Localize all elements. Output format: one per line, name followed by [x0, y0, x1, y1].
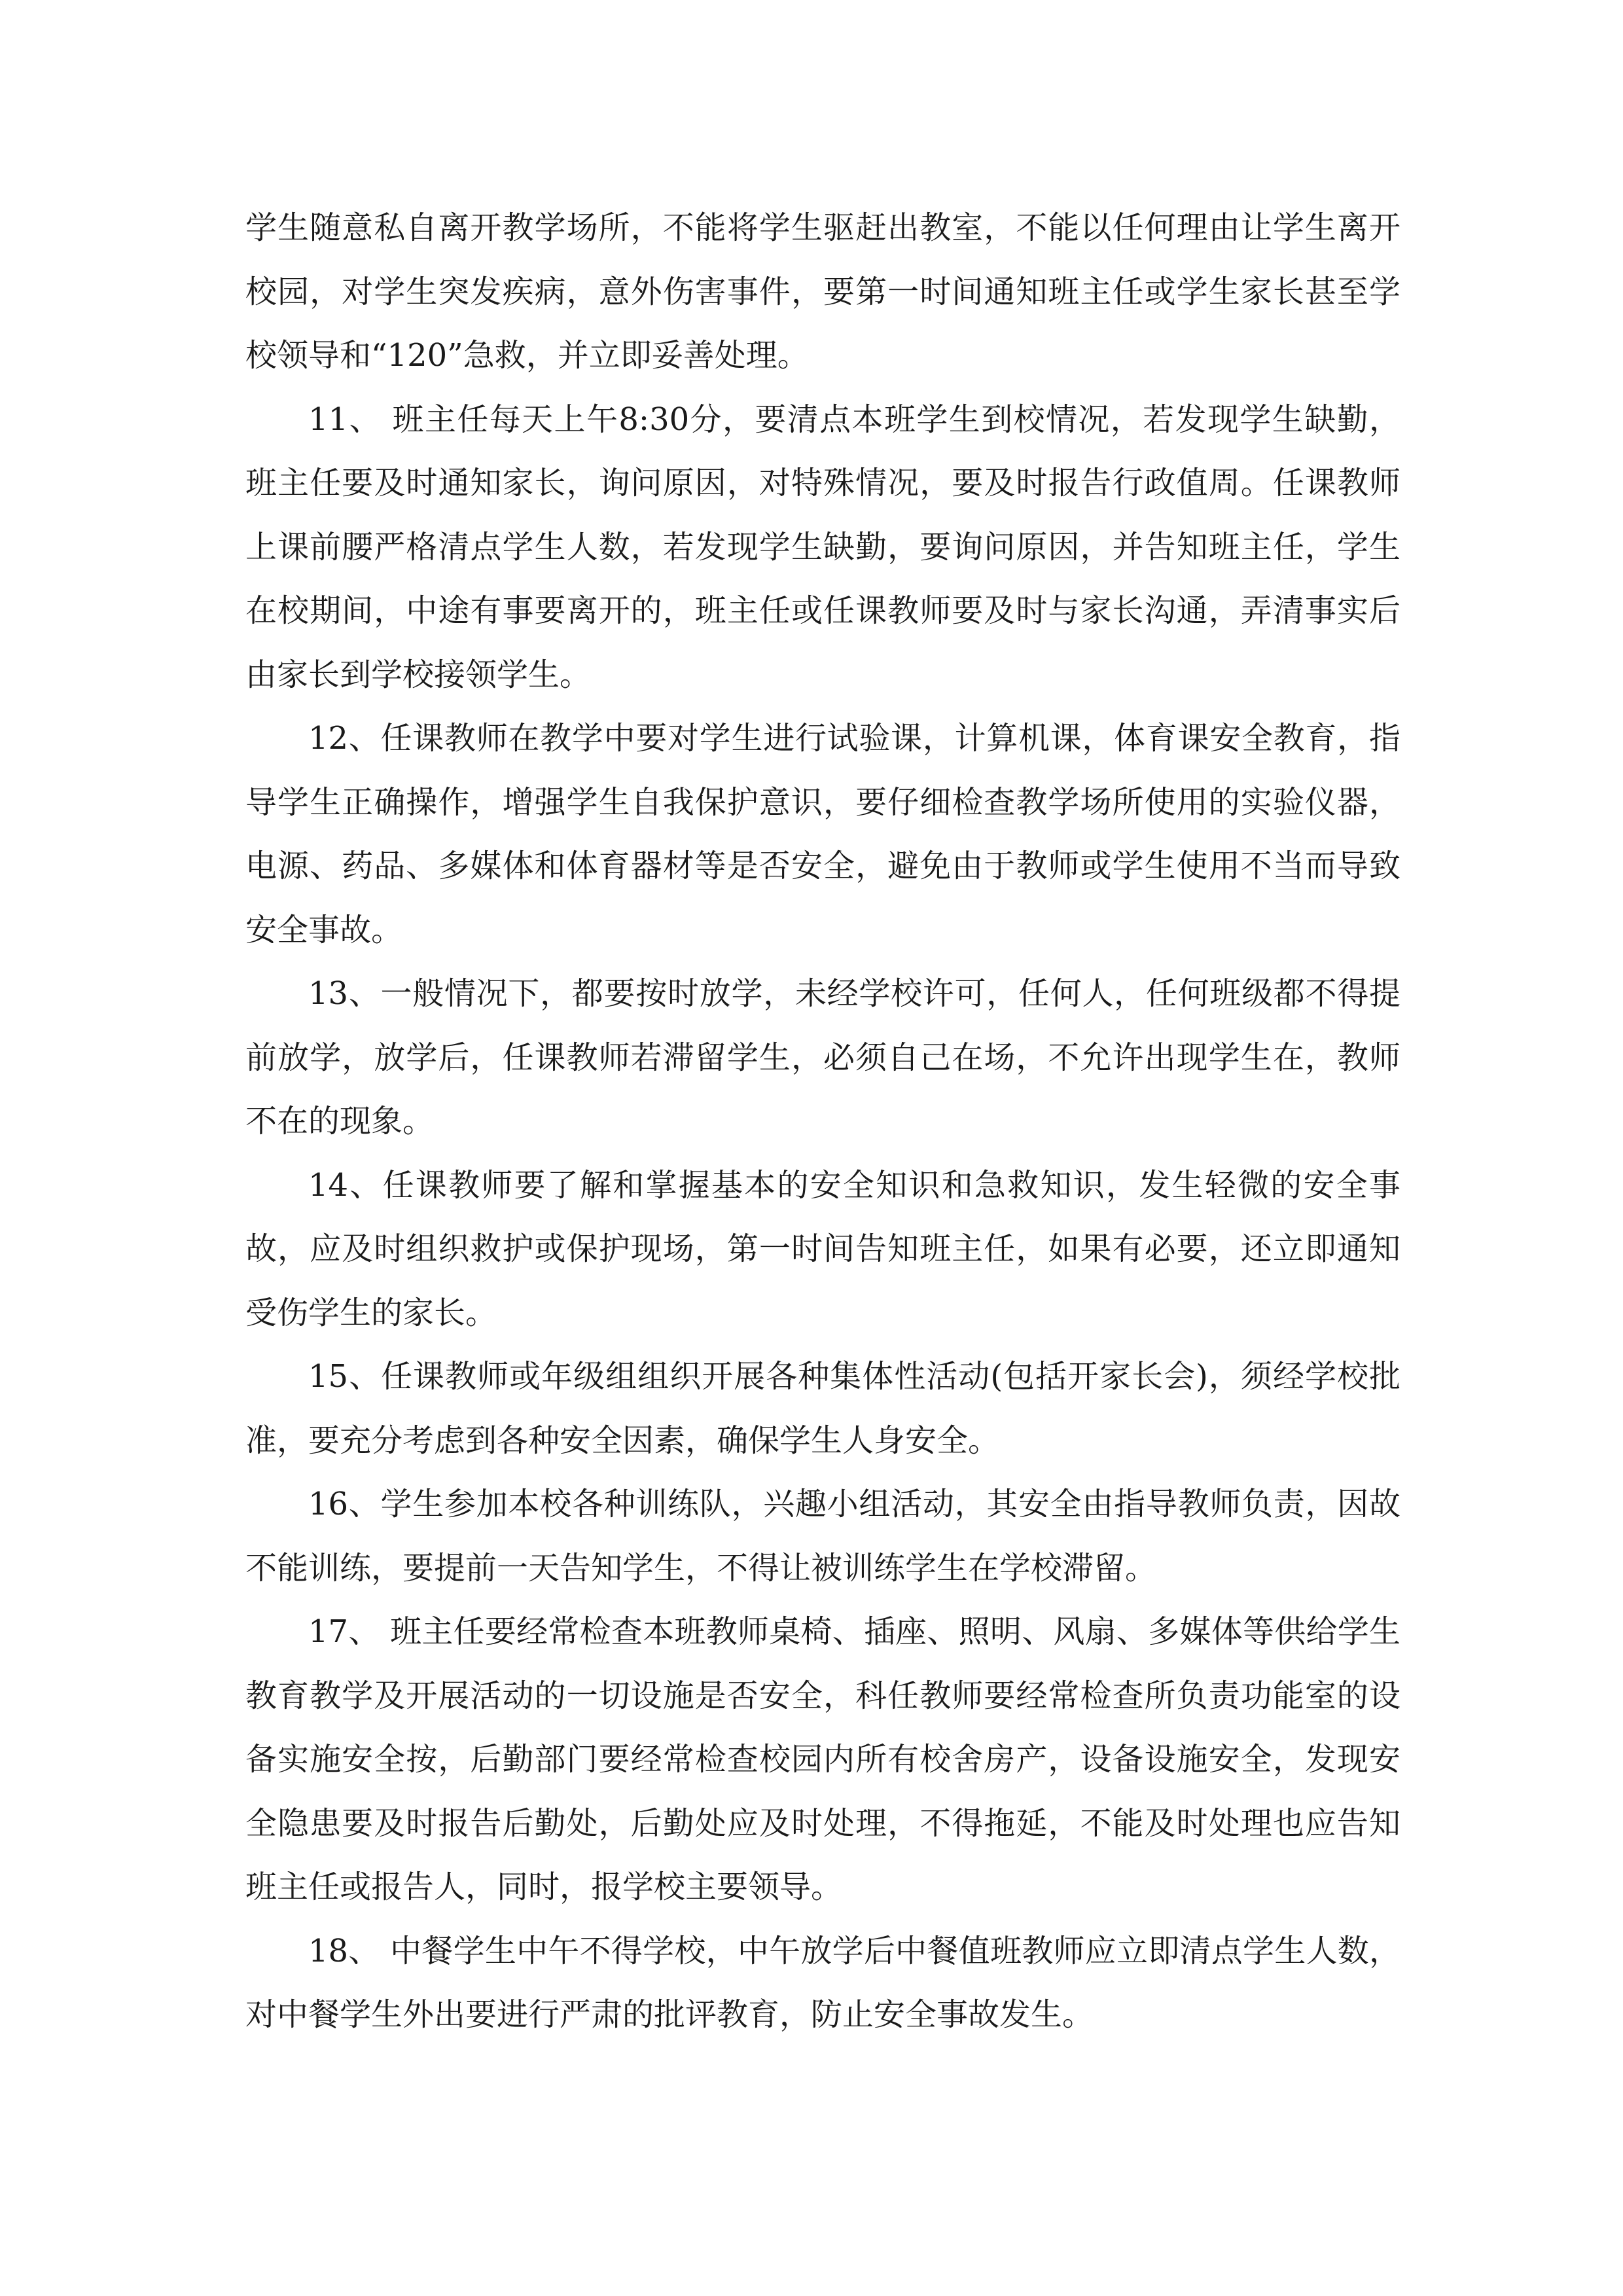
- paragraph-text: 任课教师在教学中要对学生进行试验课，计算机课，体育课安全教育，指导学生正确操作，增强学生自我保护意识，要仔细检查教学场所使用的实验仪器，电源、药品、多媒体和体育器材等是否安全，避免由于教师或学生使用不当而导致安全事故。: [245, 720, 1400, 948]
- item-number: 16、: [308, 1486, 381, 1522]
- paragraph-item-15: [245, 1345, 1400, 1473]
- item-number: 14、: [308, 1166, 383, 1204]
- paragraph-item-16: [245, 1473, 1400, 1600]
- paragraph-text: 任课教师要了解和掌握基本的安全知识和急救知识，发生轻微的安全事故，应及时组织救护或保护现场，第一时间告知班主任，如果有必要，还立即通知受伤学生的家长。: [245, 1166, 1400, 1331]
- item-number: 15、: [308, 1358, 382, 1395]
- paragraph-item-13: [245, 962, 1400, 1154]
- paragraph-item-14: [245, 1154, 1400, 1346]
- item-number: 17、: [308, 1613, 391, 1650]
- paragraph-item-17: [245, 1600, 1400, 1920]
- item-number: 13、: [308, 975, 381, 1012]
- paragraph-continued: [245, 196, 1400, 388]
- paragraph-text: 班主任每天上午8:30分，要清点本班学生到校情况，若发现学生缺勤，班主任要及时通知家长，询问原因，对特殊情况，要及时报告行政值周。任课教师上课前腰严格清点学生人数，若发现学生缺勤，要询问原因，并告知班主任，学生在校期间，中途有事要离开的，班主任或任课教师要及时与家长沟通，弄清事实后由家长到学校接领学生。: [245, 401, 1400, 693]
- paragraph-item-18: [245, 1920, 1400, 2047]
- paragraph-item-11: [245, 388, 1400, 708]
- item-number: 11、: [308, 401, 393, 438]
- item-number: 18、: [308, 1932, 391, 1969]
- paragraph-text: 任课教师或年级组组织开展各种集体性活动(包括开家长会)，须经学校批准，要充分考虑到各种安全因素，确保学生人身安全。: [245, 1358, 1400, 1459]
- item-number: 12、: [308, 720, 381, 757]
- document-body: [245, 196, 1400, 2047]
- paragraph-text: 学生随意私自离开教学场所，不能将学生驱赶出教室，不能以任何理由让学生离开校园，对学生突发疾病，意外伤害事件，要第一时间通知班主任或学生家长甚至学校领导和“120”急救，并立即妥善处理。: [245, 209, 1400, 374]
- paragraph-text: 班主任要经常检查本班教师桌椅、插座、照明、风扇、多媒体等供给学生教育教学及开展活动的一切设施是否安全，科任教师要经常检查所负责功能室的设备实施安全按，后勤部门要经常检查校园内所有校舍房产，设备设施安全，发现安全隐患要及时报告后勤处，后勤处应及时处理，不得拖延，不能及时处理也应告知班主任或报告人，同时，报学校主要领导。: [245, 1613, 1400, 1905]
- paragraph-text: 一般情况下，都要按时放学，未经学校许可，任何人，任何班级都不得提前放学，放学后，任课教师若滞留学生，必须自己在场，不允许出现学生在，教师不在的现象。: [245, 975, 1400, 1139]
- paragraph-item-12: [245, 707, 1400, 962]
- paragraph-text: 中餐学生中午不得学校，中午放学后中餐值班教师应立即清点学生人数，对中餐学生外出要进行严肃的批评教育，防止安全事故发生。: [245, 1932, 1400, 2033]
- paragraph-text: 学生参加本校各种训练队，兴趣小组活动，其安全由指导教师负责，因故不能训练，要提前一天告知学生，不得让被训练学生在学校滞留。: [245, 1486, 1400, 1587]
